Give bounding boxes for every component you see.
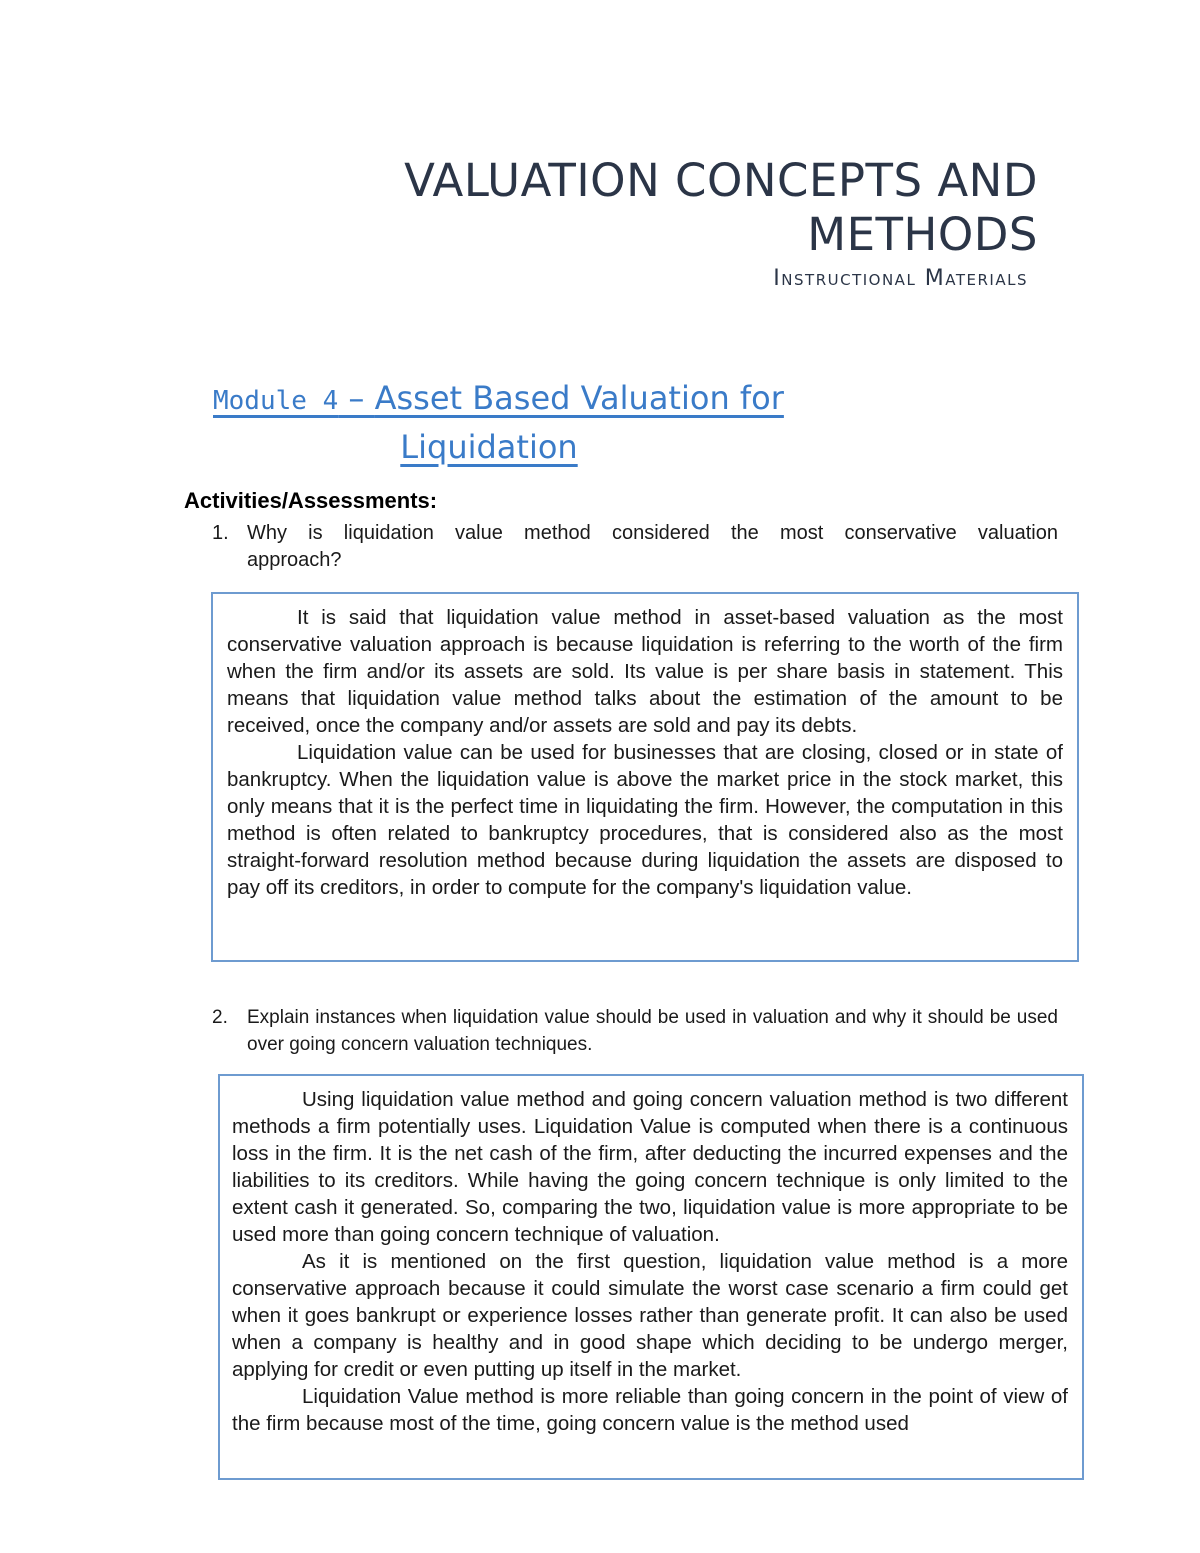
answer-paragraph: It is said that liquidation value method in asset-based valuation as the most conservative valuation approach is because liquidation is referring to the worth of the firm when the firm and/or its assets are sold. Its value is per share basis in statement. This means that liquidation value method talks about the estimation of the amount to be received, once the company and/or assets are sold and pay its debts.	[227, 606, 1063, 737]
question-number: 1.	[212, 522, 229, 544]
module-heading-line-1	[213, 375, 983, 424]
module-heading	[213, 375, 983, 470]
question-2	[212, 1004, 1058, 1058]
document-title-block	[404, 154, 1038, 291]
document-title-line-2: METHODS	[807, 208, 1038, 261]
question-text: Explain instances when liquidation value should be used in valuation and why it should be used over going concern valuation techniques.	[247, 1007, 1058, 1055]
answer-paragraph: Using liquidation value method and going concern valuation method is two different methods a firm potentially uses. Liquidation Value is computed when there is a continuous loss in the firm. It is the net cash of the firm, after deducting the incurred expenses and the liabilities to its creditors. While having the going concern technique is only limited to the extent cash it generated. So, comparing the two, liquidation value is more appropriate to be used more than going concern technique of valuation.	[232, 1088, 1068, 1246]
answer-paragraph: As it is mentioned on the first question, liquidation value method is a more conservative approach because it could simulate the worst case scenario a firm could get when it goes bankrupt or experience losses rather than generate profit. It can also be used when a company is healthy and in good shape which deciding to be undergo merger, applying for credit or even putting up itself in the market.	[232, 1250, 1068, 1381]
question-text: Why is liquidation value method considered the most conservative valuation approach?	[247, 522, 1058, 571]
question-number: 2.	[212, 1007, 228, 1028]
module-title-part-1: Asset Based Valuation for	[374, 379, 784, 417]
answer-paragraph: Liquidation value can be used for businesses that are closing, closed or in state of bankruptcy. When the liquidation value is above the market price in the stock market, this only means that it is the perfect time in liquidating the firm. However, the computation in this method is often related to bankruptcy procedures, that is considered also as the most straight-forward resolution method because during liquidation the assets are disposed to pay off its creditors, in order to compute for the company's liquidation value.	[227, 741, 1063, 899]
module-number: Module 4	[213, 386, 339, 416]
answer-box-2	[218, 1074, 1084, 1480]
answer-paragraph: Liquidation Value method is more reliable than going concern in the point of view of the firm because most of the time, going concern value is the method used	[232, 1385, 1068, 1435]
document-subtitle: Instructional Materials	[773, 266, 1028, 291]
module-dash: –	[338, 379, 375, 417]
question-1	[212, 520, 1058, 574]
answer-box-1	[211, 592, 1079, 962]
document-title-line-1: VALUATION CONCEPTS AND	[404, 154, 1038, 207]
section-title: Activities/Assessments:	[184, 488, 438, 513]
module-title-part-2: Liquidation	[400, 428, 578, 466]
